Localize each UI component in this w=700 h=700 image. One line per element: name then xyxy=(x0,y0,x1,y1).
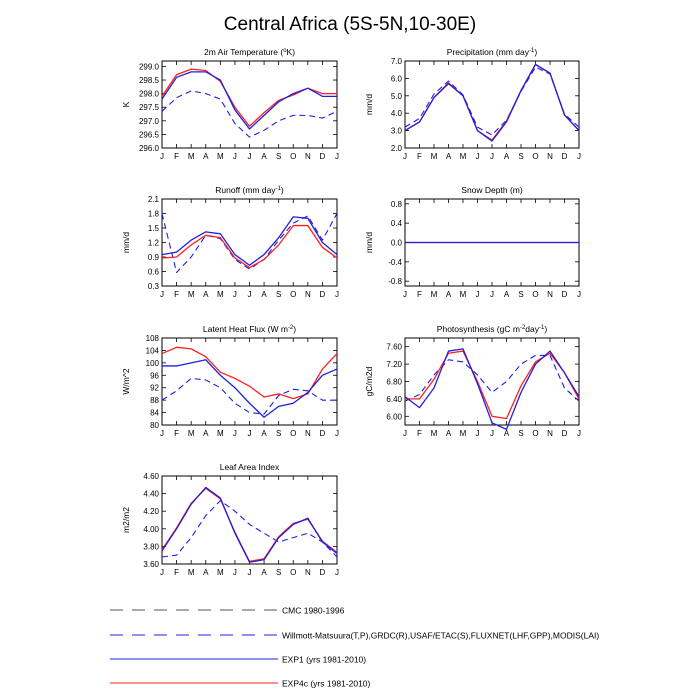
y-tick-label: 0.4 xyxy=(390,219,402,229)
panels xyxy=(121,47,581,577)
plot-frame xyxy=(405,61,579,148)
x-tick-label: J xyxy=(232,290,237,299)
panel-title xyxy=(215,185,284,195)
title-text: Photosynthesis (gC m xyxy=(436,324,520,334)
y-tick-label: -0.8 xyxy=(388,277,402,287)
y-tick-label: 88 xyxy=(150,396,159,406)
y-tick-label: 0.8 xyxy=(390,199,402,209)
series-line-exp1 xyxy=(405,349,579,429)
title-text: Runoff (mm day xyxy=(215,185,276,195)
x-tick-label: A xyxy=(203,152,209,161)
x-tick-label: J xyxy=(160,290,164,299)
series-line-exp1 xyxy=(162,72,337,129)
x-tick-label: D xyxy=(319,429,326,438)
y-tick-label: 2.0 xyxy=(390,144,402,153)
title-text: Snow Depth (m) xyxy=(461,185,523,195)
title-text: Precipitation (mm day xyxy=(446,47,530,57)
x-tick-label: D xyxy=(319,568,326,577)
y-tick-label: 4.20 xyxy=(143,507,159,517)
x-tick-label: F xyxy=(174,568,180,577)
x-tick-label: D xyxy=(319,290,326,299)
y-tick-label: 100 xyxy=(145,358,159,368)
title-text: ) xyxy=(293,324,297,334)
y-axis-label: gC/m2d xyxy=(364,366,374,397)
y-tick-label: 0.3 xyxy=(147,282,159,291)
title-superscript: -1 xyxy=(275,186,281,192)
y-tick-label: 7.0 xyxy=(390,57,402,66)
x-tick-label: S xyxy=(275,568,282,577)
x-tick-label: J xyxy=(232,429,237,438)
series-line-obs xyxy=(405,355,579,401)
panel-title xyxy=(447,47,538,57)
x-tick-label: S xyxy=(518,152,524,161)
x-tick-label: J xyxy=(247,290,252,299)
y-tick-label: 299.0 xyxy=(138,62,159,72)
title-text: ) xyxy=(280,185,284,195)
x-tick-label: F xyxy=(417,429,422,438)
y-tick-label: 104 xyxy=(145,346,159,356)
legend xyxy=(110,606,599,689)
title-text: ) xyxy=(544,324,548,334)
legend-label-exp4c: EXP4c (yrs 1981-2010) xyxy=(282,678,371,689)
x-tick-label: J xyxy=(475,152,480,161)
x-tick-label: A xyxy=(503,152,510,161)
y-tick-label: -0.4 xyxy=(388,257,402,267)
series-line-exp1 xyxy=(162,217,337,265)
x-tick-label: A xyxy=(203,290,209,299)
x-tick-label: J xyxy=(247,429,252,438)
x-tick-label: M xyxy=(459,429,467,438)
x-tick-label: O xyxy=(290,429,297,438)
x-tick-label: J xyxy=(335,152,339,161)
y-tick-label: 4.60 xyxy=(143,472,159,481)
title-text: 2m Air Temperature ( xyxy=(203,47,284,57)
series-line-exp4c xyxy=(162,347,337,398)
plot-frame xyxy=(162,61,337,148)
plot-frame xyxy=(162,476,337,564)
x-tick-label: J xyxy=(577,290,581,299)
x-tick-label: J xyxy=(247,152,252,161)
y-axis-label: mm/d xyxy=(364,231,374,254)
title-text: K) xyxy=(286,47,296,57)
x-tick-label: A xyxy=(503,290,510,299)
x-tick-label: O xyxy=(532,290,539,299)
y-tick-label: 7.60 xyxy=(386,342,402,352)
x-tick-label: O xyxy=(290,152,297,161)
x-tick-label: J xyxy=(160,568,164,577)
x-tick-label: J xyxy=(490,290,494,299)
x-tick-label: S xyxy=(518,290,524,299)
panel-3 xyxy=(121,185,339,299)
x-tick-label: A xyxy=(261,152,267,161)
y-axis-label: m2/m2 xyxy=(121,507,131,533)
y-tick-label: 0.0 xyxy=(390,238,402,248)
x-tick-label: F xyxy=(174,152,180,161)
x-tick-label: J xyxy=(475,290,480,299)
y-tick-label: 6.80 xyxy=(386,377,402,387)
x-tick-label: N xyxy=(304,429,311,438)
x-tick-label: F xyxy=(417,152,422,161)
x-tick-label: J xyxy=(577,429,581,438)
x-tick-label: O xyxy=(532,152,539,161)
series-line-obs xyxy=(162,91,337,137)
title-superscript: -2 xyxy=(287,325,294,331)
panel-1 xyxy=(121,47,339,161)
panel-title xyxy=(204,47,295,57)
series-line-obs xyxy=(162,378,337,414)
title-superscript: -1 xyxy=(529,48,535,54)
x-tick-label: M xyxy=(430,152,438,161)
plot-frame xyxy=(405,338,579,425)
x-tick-label: J xyxy=(403,152,407,161)
x-tick-label: A xyxy=(445,152,452,161)
series-line-exp1 xyxy=(162,360,337,417)
x-tick-label: M xyxy=(430,290,438,299)
x-tick-label: N xyxy=(547,429,553,438)
x-tick-label: F xyxy=(417,290,422,299)
x-tick-label: J xyxy=(232,152,237,161)
x-tick-label: M xyxy=(187,290,195,299)
y-tick-label: 2.1 xyxy=(147,195,159,204)
x-tick-label: D xyxy=(561,290,568,299)
x-tick-label: D xyxy=(561,152,568,161)
x-tick-label: A xyxy=(261,290,267,299)
y-tick-label: 6.0 xyxy=(390,74,402,84)
x-tick-label: N xyxy=(304,152,311,161)
series-line-exp4c xyxy=(162,69,337,126)
panel-title xyxy=(437,324,548,334)
x-tick-label: M xyxy=(216,568,224,577)
panel-title xyxy=(220,462,280,472)
x-tick-label: M xyxy=(187,152,195,161)
y-tick-label: 0.9 xyxy=(147,253,159,262)
series-line-exp4c xyxy=(405,351,579,418)
x-tick-label: A xyxy=(203,429,209,438)
x-tick-label: M xyxy=(216,429,224,438)
x-tick-label: M xyxy=(187,568,195,577)
panel-4 xyxy=(364,185,581,299)
x-tick-label: N xyxy=(547,152,553,161)
y-tick-label: 7.20 xyxy=(386,360,402,370)
x-tick-label: M xyxy=(459,290,467,299)
y-tick-label: 296.5 xyxy=(138,130,159,140)
x-tick-label: J xyxy=(160,429,164,438)
title-superscript: -1 xyxy=(539,325,545,331)
y-tick-label: 6.40 xyxy=(386,394,402,404)
x-tick-label: J xyxy=(490,152,494,161)
x-tick-label: S xyxy=(275,290,282,299)
title-text: day xyxy=(525,324,540,334)
y-tick-label: 297.5 xyxy=(138,103,159,113)
y-tick-label: 6.00 xyxy=(386,412,402,422)
x-tick-label: J xyxy=(247,568,252,577)
x-tick-label: A xyxy=(203,568,209,577)
x-tick-label: M xyxy=(216,290,224,299)
y-tick-label: 4.0 xyxy=(390,109,402,119)
x-tick-label: J xyxy=(475,429,480,438)
series-line-exp4c xyxy=(162,226,337,268)
x-tick-label: M xyxy=(430,429,438,438)
x-tick-label: M xyxy=(187,429,195,438)
x-tick-label: A xyxy=(445,429,452,438)
x-tick-label: F xyxy=(174,429,180,438)
y-tick-label: 298.5 xyxy=(138,76,159,86)
y-tick-label: 84 xyxy=(150,408,159,418)
x-tick-label: A xyxy=(503,429,510,438)
title-superscript: o xyxy=(283,48,287,54)
panel-title xyxy=(203,324,296,334)
x-tick-label: N xyxy=(304,568,311,577)
y-tick-label: 0.6 xyxy=(147,267,159,277)
x-tick-label: O xyxy=(290,568,297,577)
title-text: Leaf Area Index xyxy=(219,462,280,472)
y-tick-label: 3.0 xyxy=(390,126,402,136)
panel-title xyxy=(461,185,523,195)
y-tick-label: 4.00 xyxy=(143,524,159,534)
y-tick-label: 108 xyxy=(145,334,159,343)
y-tick-label: 1.2 xyxy=(147,238,159,248)
figure-title: Central Africa (5S-5N,10-30E) xyxy=(223,14,477,35)
x-tick-label: S xyxy=(275,429,282,438)
x-tick-label: O xyxy=(532,429,539,438)
y-tick-label: 297.0 xyxy=(138,116,159,126)
y-axis-label: mm/d xyxy=(121,231,131,254)
title-text: Latent Heat Flux (W m xyxy=(202,324,288,334)
legend-label-exp1: EXP1 (yrs 1981-2010) xyxy=(282,654,367,665)
x-tick-label: O xyxy=(290,290,297,299)
legend-label-cmc: CMC 1980-1996 xyxy=(282,605,345,616)
panel-2 xyxy=(364,47,581,161)
x-tick-label: J xyxy=(403,429,407,438)
y-axis-label: mm/d xyxy=(364,93,374,116)
x-tick-label: A xyxy=(261,568,267,577)
x-tick-label: F xyxy=(174,290,180,299)
series-line-obs xyxy=(405,67,579,135)
y-tick-label: 92 xyxy=(150,383,159,393)
panel-6 xyxy=(364,324,581,438)
title-superscript: -2 xyxy=(519,325,526,331)
y-axis-label: K xyxy=(121,101,131,108)
x-tick-label: J xyxy=(335,568,339,577)
x-tick-label: S xyxy=(275,152,282,161)
series-line-exp1 xyxy=(405,64,579,141)
x-tick-label: N xyxy=(304,290,311,299)
x-tick-label: N xyxy=(547,290,553,299)
x-tick-label: A xyxy=(445,290,452,299)
y-tick-label: 298.0 xyxy=(138,89,159,99)
panel-5 xyxy=(121,324,339,438)
y-tick-label: 80 xyxy=(150,421,159,430)
x-tick-label: D xyxy=(561,429,568,438)
y-tick-label: 1.5 xyxy=(147,224,159,233)
y-tick-label: 5.0 xyxy=(390,91,402,101)
x-tick-label: J xyxy=(232,568,237,577)
y-tick-label: 96 xyxy=(150,371,159,381)
x-tick-label: J xyxy=(335,290,339,299)
x-tick-label: A xyxy=(261,429,267,438)
x-tick-label: J xyxy=(403,290,407,299)
x-tick-label: D xyxy=(319,152,326,161)
legend-label-obs: Willmott-Matsuura(T,P),GRDC(R),USAF/ETAC(S),FLUXNET(LHF,GPP),MODIS(LAI) xyxy=(282,630,600,641)
y-tick-label: 296.0 xyxy=(138,144,159,153)
x-tick-label: M xyxy=(459,152,467,161)
y-tick-label: 3.80 xyxy=(143,542,159,552)
panel-7 xyxy=(121,462,339,577)
y-tick-label: 3.60 xyxy=(143,560,159,569)
x-tick-label: S xyxy=(518,429,524,438)
x-tick-label: J xyxy=(335,429,339,438)
title-text: ) xyxy=(534,47,538,57)
x-tick-label: J xyxy=(160,152,164,161)
x-tick-label: M xyxy=(216,152,224,161)
y-tick-label: 4.40 xyxy=(143,489,159,499)
x-tick-label: J xyxy=(490,429,494,438)
y-axis-label: W/m^2 xyxy=(121,368,131,395)
x-tick-label: J xyxy=(577,152,581,161)
y-tick-label: 1.8 xyxy=(147,209,159,219)
